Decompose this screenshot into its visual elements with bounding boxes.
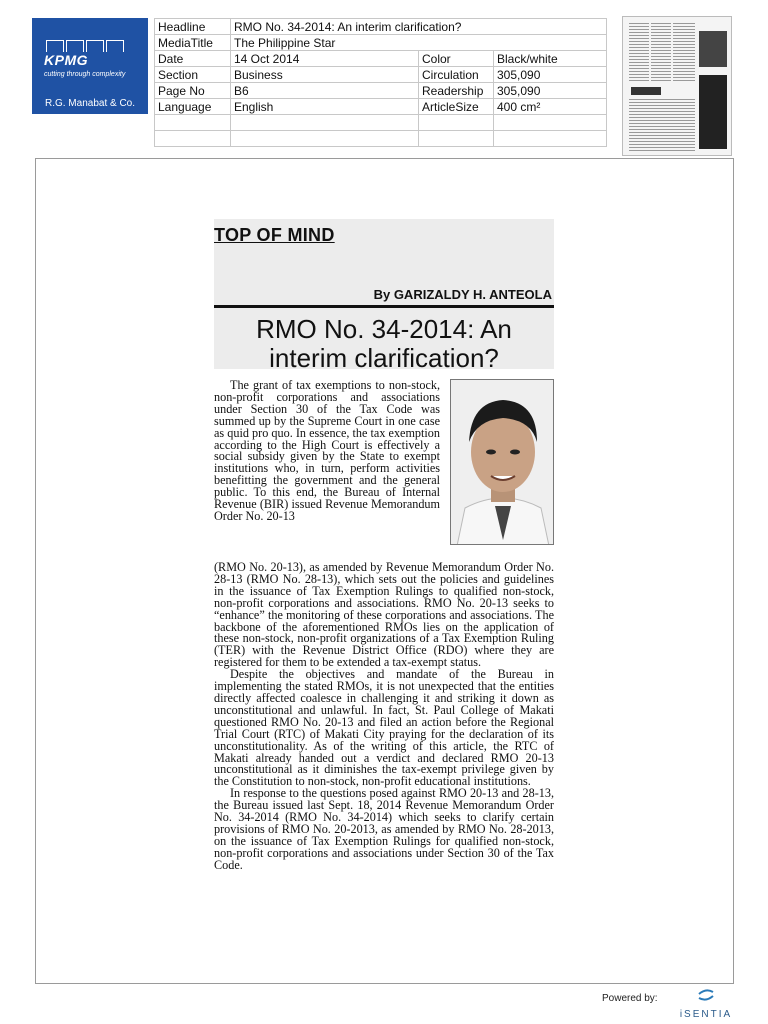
- metadata-label: Headline: [155, 19, 231, 35]
- logo-brand: KPMG: [44, 52, 88, 68]
- metadata-label: Page No: [155, 83, 231, 99]
- metadata-value: English: [231, 99, 419, 115]
- kpmg-boxes-icon: [46, 40, 124, 52]
- metadata-value: Black/white: [494, 51, 607, 67]
- column-kicker: TOP OF MIND: [214, 225, 335, 245]
- metadata-row: [155, 83, 607, 99]
- isentia-swirl-icon: [697, 988, 715, 1002]
- logo-tagline: cutting through complexity: [44, 71, 126, 78]
- logo-firm: R.G. Manabat & Co.: [44, 98, 136, 109]
- page-thumbnail: [622, 16, 732, 156]
- metadata-label: Circulation: [419, 67, 494, 83]
- metadata-label: ArticleSize: [419, 99, 494, 115]
- metadata-value: [494, 131, 607, 147]
- metadata-row: [155, 51, 607, 67]
- metadata-label: [155, 131, 231, 147]
- metadata-label: Language: [155, 99, 231, 115]
- paragraph-1-wide: (RMO No. 20-13), as amended by Revenue Memorandum Order No. 28-13 (RMO No. 28-13), which sets out the policies and guidelines in the issuance of Tax Exemption Rulings to qualified non-stock, non-profit corporations and associations. RMO No. 20-13 seeks to “enhance” the monitoring of these corporations and associations. The backbone of the aforementioned RMOs lies on the application of these non-stock, non-profit organizations of a Tax Exemption Ruling (TER) with the Revenue District Office (RDO) where they are registered for them to be extended a tax-exempt status.: [214, 560, 554, 670]
- metadata-value: [231, 115, 419, 131]
- metadata-value: B6: [231, 83, 419, 99]
- article-header: [214, 219, 554, 373]
- article-clipping: [214, 219, 554, 929]
- metadata-label: Date: [155, 51, 231, 67]
- metadata-value: RMO No. 34-2014: An interim clarification?: [231, 19, 607, 35]
- metadata-row: [155, 35, 607, 51]
- metadata-table: [154, 18, 607, 147]
- metadata-value: The Philippine Star: [231, 35, 607, 51]
- metadata-row: [155, 131, 607, 147]
- paragraph-3: In response to the questions posed against RMO 20-13 and 28-13, the Bureau issued last Sept. 18, 2014 Revenue Memorandum Order No. 34-2014 (RMO No. 34-2014) which seeks to clarify certain provisions of RMO No. 20-2013, as amended by RMO No. 28-2013, on the issuance of Tax Exemption Rulings for qualified non-stock, non-profit corporations and associations under Section 30 of the Tax Code.: [214, 786, 554, 872]
- metadata-value: 400 cm²: [494, 99, 607, 115]
- metadata-value: [494, 115, 607, 131]
- powered-by-label: Powered by:: [602, 993, 658, 1004]
- metadata-value: 305,090: [494, 67, 607, 83]
- paragraph-1-narrow: The grant of tax exemptions to non-stock, non-profit corporations and associations under Section 30 of the Tax Code was summed up by the Supreme Court in one case as quid pro quo. In essence, the tax exemption according to the High Court is effectively a social subsidy given by the State to exempt institutions who, in turn, perform activities benefitting the government and the general public. To this end, the Bureau of Internal Revenue (BIR) issued Revenue Memorandum Order No. 20-13: [214, 378, 440, 523]
- metadata-label: Section: [155, 67, 231, 83]
- metadata-label: [155, 115, 231, 131]
- paragraph-2: Despite the objectives and mandate of the Bureau in implementing the stated RMOs, it is not unexpected that the entities directly affected coalesce in challenging it and striking it down as unconstitutional and unlawful. In fact, St. Paul College of Makati questioned RMO No. 20-13 and filed an action before the Regional Trial Court (RTC) of Makati City praying for the declaration of its unconstitutionality. As of the writing of this article, the RTC of Makati already handed out a verdict and declared RMO 20-13 unconstitutional as it diminishes the tax-exempt privilege given by the Constitution to non-stock, non-profit educational institutions.: [214, 667, 554, 789]
- metadata-value: [231, 131, 419, 147]
- metadata-row: [155, 19, 607, 35]
- metadata-label: Readership: [419, 83, 494, 99]
- metadata-row: [155, 99, 607, 115]
- article-body: [214, 380, 554, 872]
- metadata-value: 305,090: [494, 83, 607, 99]
- isentia-logo: [676, 988, 736, 1020]
- metadata-row: [155, 115, 607, 131]
- metadata-value: Business: [231, 67, 419, 83]
- byline: By GARIZALDY H. ANTEOLA: [373, 287, 552, 302]
- metadata-label: [419, 115, 494, 131]
- metadata-label: [419, 131, 494, 147]
- isentia-name: iSENTIA: [679, 1009, 733, 1020]
- metadata-label: Color: [419, 51, 494, 67]
- metadata-row: [155, 67, 607, 83]
- metadata-value: 14 Oct 2014: [231, 51, 419, 67]
- kpmg-logo: [32, 18, 148, 114]
- article-title: RMO No. 34-2014: An interim clarification?: [256, 314, 512, 373]
- header-rule: [214, 305, 554, 308]
- metadata-label: MediaTitle: [155, 35, 231, 51]
